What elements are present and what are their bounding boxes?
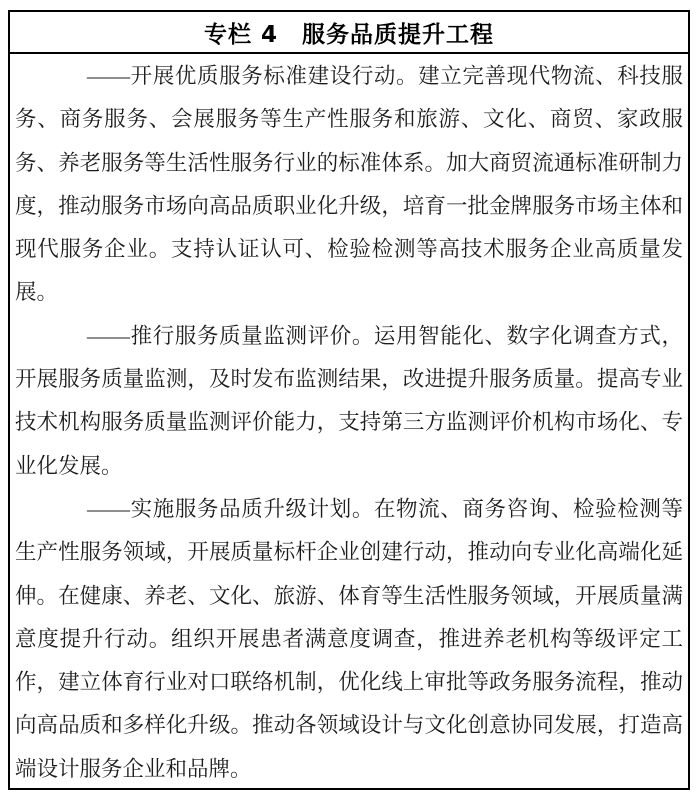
column-title: 专栏 4 服务品质提升工程: [10, 12, 688, 54]
paragraph-service-standards: ——开展优质服务标准建设行动。建立完善现代物流、科技服务、商务服务、会展服务等生产性服务和旅游、文化、商贸、家政服务、养老服务等生活性服务行业的标准体系。加大商贸流通标准研制力度，推动服务市场向高品质职业化升级，培育一批金牌服务市场主体和现代服务企业。支持认证认可、检验检测等高技术服务企业高质量发展。: [15, 64, 683, 305]
paragraph-quality-upgrade-plan: ——实施服务品质升级计划。在物流、商务咨询、检验检测等生产性服务领域，开展质量标杆企业创建行动，推动向专业化高端化延伸。在健康、养老、文化、旅游、体育等生活性服务领域，开展质量满意度提升行动。组织开展患者满意度调查，推进养老机构等级评定工作，建立体育行业对口联络机制，优化线上审批等政务服务流程，推动向高品质和多样化升级。推动各领域设计与文化创意协同发展，打造高端设计服务企业和品牌。: [15, 496, 683, 781]
paragraph-quality-monitoring: ——推行服务质量监测评价。运用智能化、数字化调查方式，开展服务质量监测，及时发布监测结果，改进提升服务质量。提高专业技术机构服务质量监测评价能力，支持第三方监测评价机构市场化、专业化发展。: [15, 323, 683, 478]
column-box: [8, 10, 690, 790]
column-body: [10, 54, 688, 791]
